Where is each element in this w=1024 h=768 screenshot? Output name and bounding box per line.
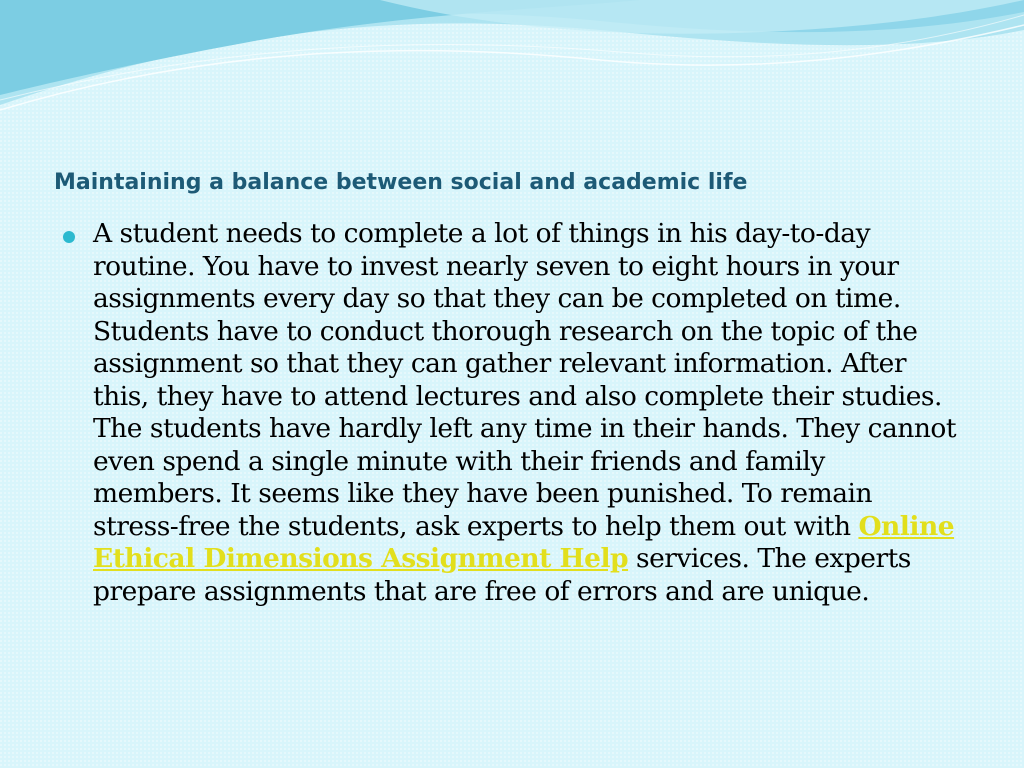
paragraph-text-after-link: services. The experts prepare assignments that are free of errors and are unique. xyxy=(93,543,911,607)
assignment-help-link[interactable]: Online Ethical Dimensions Assignment Help xyxy=(93,510,955,574)
bullet-item xyxy=(60,218,960,608)
decorative-wave xyxy=(0,0,1024,130)
slide-title: Maintaining a balance between social and academic life xyxy=(54,170,748,195)
bullet-dot-icon xyxy=(63,231,75,243)
paragraph-text-before-link: A student needs to complete a lot of things in his day-to-day routine. You have to invest nearly seven to eight hours in your assignments every day so that they can be completed on time. Students have to conduct thorough research on the topic of the assignment so that they can gather relevant information. After this, they have to attend lectures and also complete their studies. The students have hardly left any time in their hands. They cannot even spend a single minute with their friends and family members. It seems like they have been punished. To remain stress-free the students, ask experts to help them out with xyxy=(93,218,956,542)
slide-content xyxy=(60,218,960,608)
